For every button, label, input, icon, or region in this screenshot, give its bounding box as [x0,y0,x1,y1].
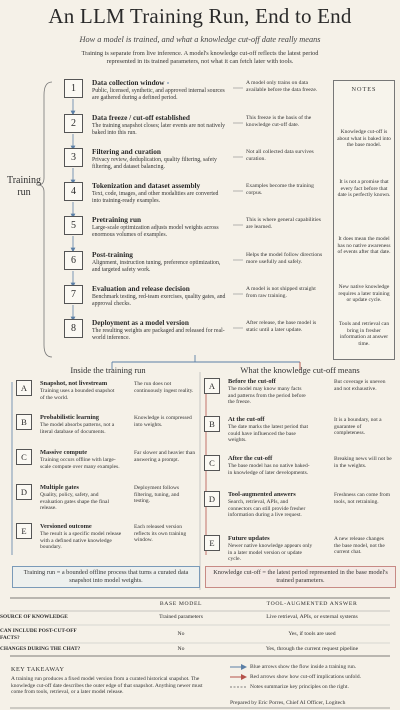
block-description: The base model has no native baked-in knowledge of later developments. [228,463,310,476]
cutoff-callout: Knowledge cut-off = the latest period represented in the base model's trained parameters. [205,566,396,588]
step-description: The training snapshot closes; later events are not natively baked into this run. [92,123,225,136]
block-description: Training occurs offline with large-scale compute over many examples. [40,457,120,470]
cell-tool: Yes, through the current request pipeline [265,646,359,652]
cell-tool: Yes, if tools are used [288,631,336,637]
block-note: Far slower and heavier than answering a prompt. [134,450,196,463]
step-title: Evaluation and release decision [92,284,190,293]
step-note: This freeze is the basis of the knowledge cut-off date. [246,115,312,128]
block-note: Freshness can come from tools, not retraining. [334,492,391,505]
step-description: Privacy review, deduplication, quality filtering, safety filtering, and dataset balancing. [92,157,217,170]
block-description: The date marks the latest period that could have influenced the base weights. [228,424,309,443]
row-label: CAN INCLUDE POST-CUT-OFF FACTS? [0,628,77,641]
step-description: Benchmark testing, red-team exercises, quality gates, and approval checks. [92,294,226,307]
step-title: Data freeze / cut-off established [92,113,190,122]
cell-tool: Live retrieval, APIs, or external systems [266,614,358,620]
block-note: Knowledge is compressed into weights. [134,415,192,428]
block-letter: D [204,491,220,507]
inside-block-d [16,484,196,518]
block-title: Snapshot, not livestream [40,380,108,387]
legend-blue: Blue arrows show the flow inside a training run. [250,664,357,670]
step-title: Filtering and curation [92,147,161,156]
row-label: CHANGES DURING THE CHAT? [0,646,81,652]
cutoff-heading: What the knowledge cut-off means [240,365,360,375]
cutoff-block-c [204,455,394,489]
notes-heading: NOTES [351,86,377,93]
step-number: 7 [64,285,83,304]
block-note: The run does not continuously ingest reality. [134,381,194,394]
step-number: 5 [64,216,83,235]
block-letter: C [16,449,32,465]
block-note: Each released version reflects its own training window. [134,524,187,543]
cutoff-block-b [204,416,394,450]
note-item: Knowledge cut-off is about what is baked into the base model. [337,129,391,149]
block-description: The model may know many facts and patterns from the period before the freeze. [228,386,306,405]
block-letter: A [16,380,32,396]
cell-base: No [177,631,185,637]
step-title: Pretraining run [92,215,142,224]
step-note: This is where general capabilities are learned. [246,217,321,230]
inside-block-c [16,449,196,483]
step-note: Examples become the training corpus. [246,183,314,196]
page-title: An LLM Training Run, End to End [48,4,352,28]
notes-panel [333,80,395,360]
block-title: Before the cut-off [228,378,276,385]
legend-notes: Notes summarize key principles on the right. [250,684,349,690]
step-note: Not all collected data survives curation. [246,149,314,162]
block-title: Versioned outcome [40,523,92,530]
block-title: At the cut-off [228,416,265,423]
page-subtitle: How a model is trained, and what a knowledge cut-off date really means [79,35,321,44]
training-run-label: Training run [6,175,42,198]
cutoff-block-d [204,491,394,525]
block-description: Search, retrieval, APIs, and connectors can still provide fresher information during a live request. [228,499,306,518]
row-label: SOURCE OF KNOWLEDGE [0,614,68,620]
step-title: Post-training [92,250,133,259]
step-note: A model only trains on data available before the data freeze. [246,80,318,93]
cutoff-block-e [204,535,394,569]
col-tool-augmented: TOOL-AUGMENTED ANSWER [266,601,358,607]
block-description: The result is a specific model release with a defined native knowledge boundary. [40,531,122,550]
note-item: It is not a promise that every fact before that date is perfectly known. [337,179,391,199]
cell-base: Trained parameters [159,614,203,620]
step-6 [64,251,326,278]
step-description: Large-scale optimization adjusts model weights across enormous volumes of examples. [92,225,219,238]
step-title: Deployment as a model version [92,318,189,327]
step-description: Text, code, images, and other modalities are converted into training-ready examples. [92,191,219,204]
block-description: Newer native knowledge appears only in a later model version or update cycle. [228,543,313,562]
block-letter: C [204,455,220,471]
step-5 [64,216,326,243]
inside-block-b [16,414,196,448]
block-title: Massive compute [40,449,88,456]
step-number: 2 [64,114,83,133]
inside-block-a [16,380,196,414]
block-title: After the cut-off [228,455,273,462]
inside-heading: Inside the training run [70,365,146,375]
step-number: 1 [64,79,83,98]
step-number: 6 [64,251,83,270]
block-letter: E [204,535,220,551]
block-description: Training uses a bounded snapshot of the world. [40,388,115,401]
note-item: New native knowledge requires a later training or update cycle. [338,284,390,304]
block-note: A new release changes the base model, not the current chat. [334,536,385,555]
block-note: Breaking news will not be in the weights. [334,456,392,469]
block-title: Tool-augmented answers [228,491,296,498]
takeaway-text: A training run produces a fixed model version from a curated historical snapshot. The knowledge cut-off date describes the outer edge of that snapshot. Anything newer must come from tools, retrieval, or a later model release. [11,676,203,696]
step-2 [64,114,326,141]
legend-red: Red arrows show how cut-off implications unfold. [250,674,361,680]
step-title: Tokenization and dataset assembly [92,181,201,190]
note-item: Tools and retrieval can bring in fresher information at answer time. [338,321,390,347]
step-4 [64,182,326,209]
prepared-by: Prepared by Eric Porres, Chief AI Officer, Logitech [230,700,346,706]
block-letter: B [16,414,32,430]
cutoff-block-a [204,378,394,412]
step-7 [64,285,326,312]
block-note: It is a boundary, not a guarantee of completeness. [334,417,382,436]
block-letter: B [204,416,220,432]
step-1 [64,79,326,106]
step-note: A model is not shipped straight from raw training. [246,286,316,299]
step-description: Public, licensed, synthetic, and approved internal sources are gathered during a defined period. [92,88,225,101]
step-note: Helps the model follow directions more usefully and safely. [246,252,323,265]
block-description: Quality, policy, safety, and evaluation gates shape the final release. [40,492,110,511]
step-number: 8 [64,319,83,338]
block-title: Probabilistic learning [40,414,99,421]
block-letter: E [16,523,32,539]
block-letter: D [16,484,32,500]
block-letter: A [204,378,220,394]
step-description: Alignment, instruction tuning, preference optimization, and targeted safety work. [92,260,221,273]
training-run-callout: Training run = a bounded offline process that turns a curated data snapshot into model weights. [12,566,200,588]
step-description: The resulting weights are packaged and released for real-world inference. [92,328,225,341]
block-note: But coverage is uneven and not exhaustive. [334,379,386,392]
block-title: Multiple gates [40,484,79,491]
intro-text: Training is separate from live inference. A model's knowledge cut-off reflects the latest period represented in its trained parameters, not what it can fetch later with tools. [81,50,319,65]
step-number: 3 [64,148,83,167]
block-title: Future updates [228,535,270,542]
step-note: After release, the base model is static until a later update. [246,320,317,333]
step-title: Data collection window [92,78,165,87]
cell-base: No [177,646,185,652]
col-base-model: BASE MODEL [159,601,203,607]
note-item: It does mean the model has no native awareness of events after that date. [337,236,391,256]
step-8 [64,319,326,346]
step-3 [64,148,326,175]
inside-block-e [16,523,196,557]
block-description: The model absorbs patterns, not a literal database of documents. [40,422,115,435]
block-note: Deployment follows filtering, tuning, and testing. [134,485,180,504]
takeaway-heading: KEY TAKEAWAY [11,666,65,673]
step-number: 4 [64,182,83,201]
